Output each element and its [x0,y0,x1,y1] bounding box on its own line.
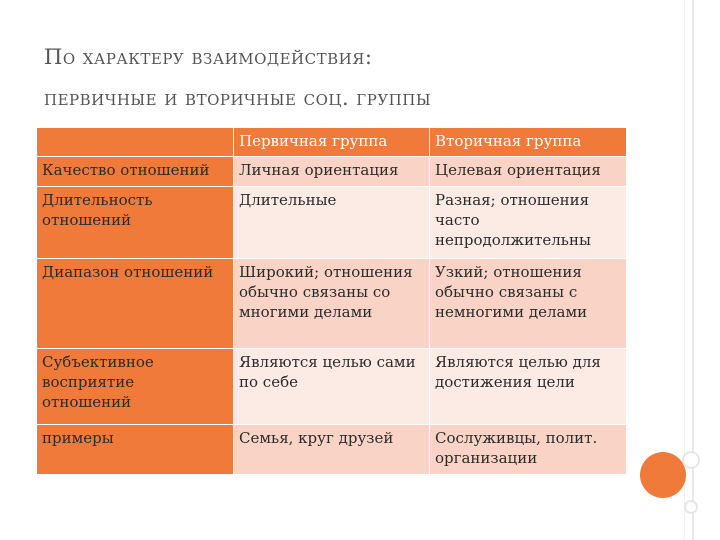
table-row [37,187,627,259]
row-label: Длительность отношений [37,187,234,259]
slide-title-line1: По характеру взаимодействия: [44,45,373,69]
row-label: Качество отношений [37,157,234,187]
slide-title [44,42,664,112]
row-label: Диапазон отношений [37,259,234,349]
slide-title-line2: первичные и вторичные соц. группы [44,86,432,110]
row-label: Субъективное восприятие отношений [37,349,234,425]
comparison-table [36,127,627,475]
table-header-primary: Первичная группа [234,128,430,157]
row-secondary-cell: Целевая ориентация [430,157,627,187]
row-primary-cell: Широкий; отношения обычно связаны со многими делами [234,259,430,349]
table-row [37,425,627,475]
decorative-ring-top [682,451,700,469]
row-label: примеры [37,425,234,475]
row-primary-cell: Семья, круг друзей [234,425,430,475]
row-primary-cell: Личная ориентация [234,157,430,187]
row-primary-cell: Длительные [234,187,430,259]
row-secondary-cell: Узкий; отношения обычно связаны с немногими делами [430,259,627,349]
decorative-ring-bottom [684,500,698,514]
row-secondary-cell: Сослуживцы, полит. организации [430,425,627,475]
decorative-orange-circle [640,452,686,498]
table-row [37,157,627,187]
table-header-corner [37,128,234,157]
row-secondary-cell: Разная; отношения часто непродолжительны [430,187,627,259]
row-secondary-cell: Являются целью для достижения цели [430,349,627,425]
table-row [37,259,627,349]
table-row [37,349,627,425]
row-primary-cell: Являются целью сами по себе [234,349,430,425]
table-header-secondary: Вторичная группа [430,128,627,157]
table-header-row [37,128,627,157]
